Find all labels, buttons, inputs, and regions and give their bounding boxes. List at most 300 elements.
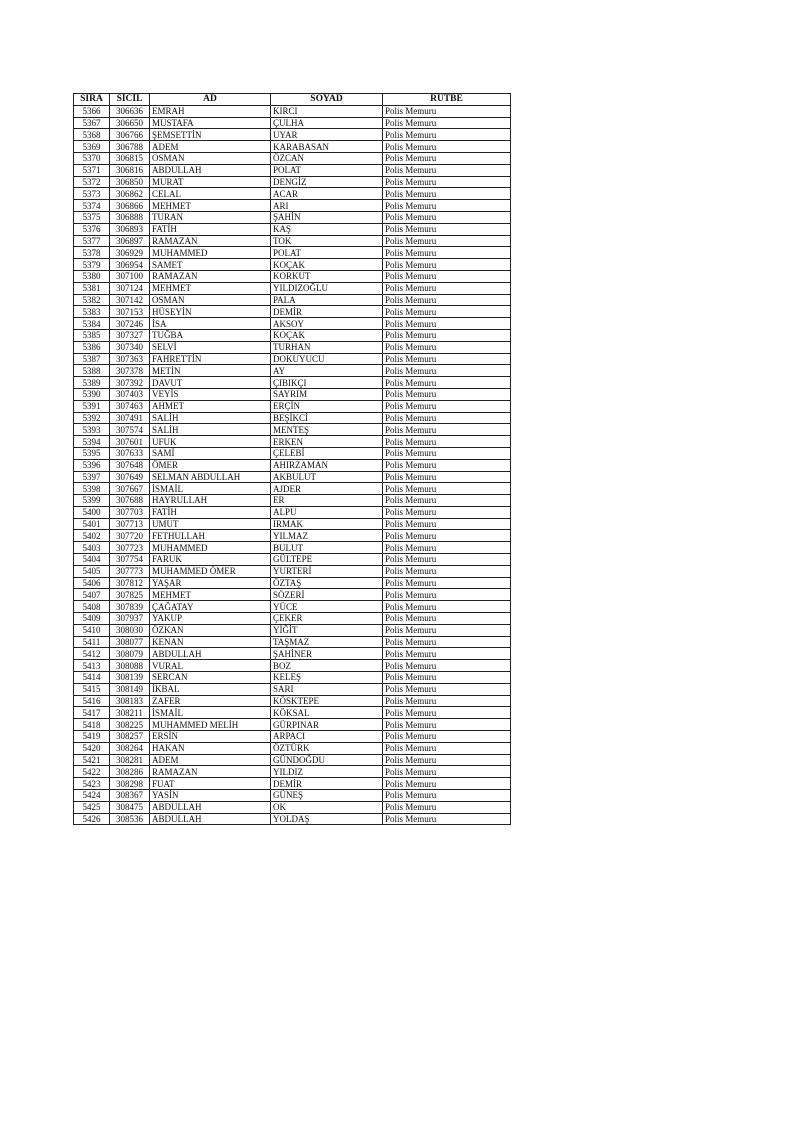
cell-sicil: 306850 [110, 176, 150, 188]
cell-sira: 5375 [74, 211, 110, 223]
cell-sicil: 307124 [110, 282, 150, 294]
header-soyad: SOYAD [271, 94, 383, 106]
personnel-table [73, 93, 511, 825]
cell-sicil: 306636 [110, 105, 150, 117]
cell-soyad: KELEŞ [271, 672, 383, 684]
cell-sicil: 307327 [110, 329, 150, 341]
cell-ad: METİN [150, 365, 271, 377]
cell-sira: 5402 [74, 530, 110, 542]
cell-rutbe: Polis Memuru [383, 152, 511, 164]
cell-sicil: 308367 [110, 790, 150, 802]
cell-ad: HAKAN [150, 742, 271, 754]
cell-rutbe: Polis Memuru [383, 707, 511, 719]
cell-sira: 5411 [74, 636, 110, 648]
cell-sira: 5382 [74, 294, 110, 306]
cell-rutbe: Polis Memuru [383, 518, 511, 530]
cell-soyad: AY [271, 365, 383, 377]
cell-soyad: SARI [271, 683, 383, 695]
cell-soyad: ÇIBIKÇI [271, 377, 383, 389]
cell-soyad: ARPACI [271, 731, 383, 743]
cell-ad: SELMAN ABDULLAH [150, 471, 271, 483]
cell-soyad: ÇULHA [271, 117, 383, 129]
cell-sira: 5383 [74, 306, 110, 318]
table-row [74, 719, 511, 731]
cell-ad: ABDULLAH [150, 813, 271, 825]
cell-rutbe: Polis Memuru [383, 613, 511, 625]
cell-sira: 5422 [74, 766, 110, 778]
table-row [74, 188, 511, 200]
cell-sicil: 307825 [110, 589, 150, 601]
cell-sicil: 306766 [110, 129, 150, 141]
table-row [74, 613, 511, 625]
cell-sira: 5424 [74, 790, 110, 802]
table-row [74, 270, 511, 282]
cell-sicil: 306897 [110, 235, 150, 247]
cell-sira: 5373 [74, 188, 110, 200]
cell-rutbe: Polis Memuru [383, 353, 511, 365]
cell-rutbe: Polis Memuru [383, 436, 511, 448]
cell-ad: YAKUP [150, 613, 271, 625]
table-row [74, 754, 511, 766]
cell-soyad: POLAT [271, 164, 383, 176]
table-row [74, 365, 511, 377]
table-row [74, 790, 511, 802]
cell-soyad: YOLDAŞ [271, 813, 383, 825]
cell-sicil: 308257 [110, 731, 150, 743]
cell-soyad: YILDIZ [271, 766, 383, 778]
cell-soyad: AKBULUT [271, 471, 383, 483]
cell-rutbe: Polis Memuru [383, 223, 511, 235]
table-row [74, 683, 511, 695]
table-row [74, 141, 511, 153]
cell-ad: MURAT [150, 176, 271, 188]
cell-sicil: 307142 [110, 294, 150, 306]
cell-sicil: 307839 [110, 601, 150, 613]
cell-rutbe: Polis Memuru [383, 412, 511, 424]
cell-rutbe: Polis Memuru [383, 801, 511, 813]
cell-ad: YASİN [150, 790, 271, 802]
cell-soyad: ACAR [271, 188, 383, 200]
cell-rutbe: Polis Memuru [383, 731, 511, 743]
cell-soyad: ŞAHİN [271, 211, 383, 223]
cell-sicil: 307633 [110, 447, 150, 459]
table-row [74, 707, 511, 719]
cell-ad: FETHULLAH [150, 530, 271, 542]
cell-sicil: 307723 [110, 542, 150, 554]
cell-sira: 5419 [74, 731, 110, 743]
table-row [74, 235, 511, 247]
table-row [74, 742, 511, 754]
table-row [74, 731, 511, 743]
cell-sira: 5401 [74, 518, 110, 530]
cell-rutbe: Polis Memuru [383, 447, 511, 459]
cell-ad: SELVİ [150, 341, 271, 353]
table-row [74, 601, 511, 613]
cell-ad: ÖMER [150, 459, 271, 471]
cell-soyad: BEŞİKCİ [271, 412, 383, 424]
cell-sicil: 308298 [110, 778, 150, 790]
cell-ad: VEYİS [150, 388, 271, 400]
cell-sira: 5398 [74, 483, 110, 495]
cell-rutbe: Polis Memuru [383, 554, 511, 566]
cell-ad: FAHRETTİN [150, 353, 271, 365]
cell-sira: 5372 [74, 176, 110, 188]
table-row [74, 294, 511, 306]
cell-sicil: 306650 [110, 117, 150, 129]
cell-soyad: TURHAN [271, 341, 383, 353]
table-row [74, 778, 511, 790]
cell-sicil: 307246 [110, 318, 150, 330]
cell-sicil: 308088 [110, 660, 150, 672]
cell-rutbe: Polis Memuru [383, 577, 511, 589]
table-row [74, 554, 511, 566]
table-row [74, 695, 511, 707]
cell-soyad: KAŞ [271, 223, 383, 235]
cell-sicil: 306954 [110, 259, 150, 271]
cell-sicil: 308211 [110, 707, 150, 719]
cell-sira: 5367 [74, 117, 110, 129]
table-row [74, 105, 511, 117]
cell-rutbe: Polis Memuru [383, 754, 511, 766]
cell-sicil: 307773 [110, 565, 150, 577]
cell-sicil: 307491 [110, 412, 150, 424]
cell-sicil: 306862 [110, 188, 150, 200]
cell-soyad: BOZ [271, 660, 383, 672]
cell-sira: 5370 [74, 152, 110, 164]
table-row [74, 282, 511, 294]
cell-soyad: ALPU [271, 506, 383, 518]
cell-sira: 5368 [74, 129, 110, 141]
cell-ad: RAMAZAN [150, 766, 271, 778]
cell-ad: EMRAH [150, 105, 271, 117]
cell-ad: İSA [150, 318, 271, 330]
cell-sira: 5399 [74, 495, 110, 507]
cell-sicil: 306893 [110, 223, 150, 235]
cell-sicil: 306816 [110, 164, 150, 176]
table-row [74, 388, 511, 400]
table-row [74, 247, 511, 259]
cell-ad: OSMAN [150, 152, 271, 164]
cell-sira: 5396 [74, 459, 110, 471]
cell-rutbe: Polis Memuru [383, 530, 511, 542]
table-row [74, 424, 511, 436]
cell-rutbe: Polis Memuru [383, 565, 511, 577]
cell-sicil: 308030 [110, 624, 150, 636]
cell-rutbe: Polis Memuru [383, 294, 511, 306]
cell-rutbe: Polis Memuru [383, 365, 511, 377]
cell-rutbe: Polis Memuru [383, 176, 511, 188]
cell-rutbe: Polis Memuru [383, 778, 511, 790]
cell-sicil: 307403 [110, 388, 150, 400]
cell-sira: 5425 [74, 801, 110, 813]
cell-soyad: ÇELEBİ [271, 447, 383, 459]
cell-ad: TUĞBA [150, 329, 271, 341]
table-row [74, 306, 511, 318]
table-row [74, 152, 511, 164]
table-row [74, 801, 511, 813]
cell-ad: HÜSEYİN [150, 306, 271, 318]
table-row [74, 766, 511, 778]
cell-sicil: 307601 [110, 436, 150, 448]
cell-soyad: ARI [271, 200, 383, 212]
cell-sira: 5393 [74, 424, 110, 436]
cell-rutbe: Polis Memuru [383, 719, 511, 731]
cell-sicil: 307703 [110, 506, 150, 518]
cell-sicil: 307378 [110, 365, 150, 377]
cell-sicil: 306815 [110, 152, 150, 164]
cell-ad: SAMİ [150, 447, 271, 459]
cell-sira: 5381 [74, 282, 110, 294]
table-row [74, 483, 511, 495]
cell-sicil: 308139 [110, 672, 150, 684]
cell-rutbe: Polis Memuru [383, 813, 511, 825]
cell-ad: MEHMET [150, 589, 271, 601]
cell-soyad: GÜRPINAR [271, 719, 383, 731]
table-row [74, 672, 511, 684]
cell-rutbe: Polis Memuru [383, 129, 511, 141]
cell-soyad: DEMİR [271, 306, 383, 318]
cell-soyad: GÜLTEPE [271, 554, 383, 566]
cell-sira: 5409 [74, 613, 110, 625]
cell-sira: 5404 [74, 554, 110, 566]
cell-sira: 5414 [74, 672, 110, 684]
cell-soyad: MENTEŞ [271, 424, 383, 436]
cell-rutbe: Polis Memuru [383, 506, 511, 518]
cell-sira: 5412 [74, 648, 110, 660]
cell-sira: 5374 [74, 200, 110, 212]
cell-rutbe: Polis Memuru [383, 424, 511, 436]
cell-ad: FUAT [150, 778, 271, 790]
cell-soyad: KARABASAN [271, 141, 383, 153]
cell-ad: SERCAN [150, 672, 271, 684]
table-row [74, 436, 511, 448]
cell-sicil: 307363 [110, 353, 150, 365]
cell-sicil: 308536 [110, 813, 150, 825]
table-row [74, 660, 511, 672]
cell-sira: 5378 [74, 247, 110, 259]
cell-sira: 5408 [74, 601, 110, 613]
cell-ad: UFUK [150, 436, 271, 448]
table-row [74, 353, 511, 365]
table-row [74, 648, 511, 660]
table-row [74, 459, 511, 471]
cell-sira: 5426 [74, 813, 110, 825]
table-row [74, 329, 511, 341]
cell-sicil: 307667 [110, 483, 150, 495]
cell-sira: 5417 [74, 707, 110, 719]
table-row [74, 589, 511, 601]
cell-sira: 5395 [74, 447, 110, 459]
cell-rutbe: Polis Memuru [383, 235, 511, 247]
cell-soyad: IRMAK [271, 518, 383, 530]
cell-soyad: YILDIZOĞLU [271, 282, 383, 294]
cell-rutbe: Polis Memuru [383, 636, 511, 648]
cell-rutbe: Polis Memuru [383, 648, 511, 660]
cell-sicil: 308149 [110, 683, 150, 695]
cell-ad: ZAFER [150, 695, 271, 707]
cell-sicil: 307649 [110, 471, 150, 483]
cell-rutbe: Polis Memuru [383, 282, 511, 294]
cell-ad: CELAL [150, 188, 271, 200]
cell-sira: 5418 [74, 719, 110, 731]
cell-sira: 5377 [74, 235, 110, 247]
cell-soyad: KOÇAK [271, 259, 383, 271]
cell-soyad: ERÇİN [271, 400, 383, 412]
cell-rutbe: Polis Memuru [383, 542, 511, 554]
cell-rutbe: Polis Memuru [383, 495, 511, 507]
table-row [74, 506, 511, 518]
cell-sira: 5421 [74, 754, 110, 766]
cell-sicil: 306866 [110, 200, 150, 212]
cell-soyad: ÇEKER [271, 613, 383, 625]
cell-rutbe: Polis Memuru [383, 117, 511, 129]
cell-ad: KENAN [150, 636, 271, 648]
table-row [74, 259, 511, 271]
cell-sira: 5376 [74, 223, 110, 235]
cell-soyad: KOÇAK [271, 329, 383, 341]
cell-soyad: KORKUT [271, 270, 383, 282]
cell-sira: 5410 [74, 624, 110, 636]
cell-sira: 5423 [74, 778, 110, 790]
cell-ad: MUHAMMED [150, 542, 271, 554]
cell-sicil: 306888 [110, 211, 150, 223]
cell-sira: 5388 [74, 365, 110, 377]
cell-rutbe: Polis Memuru [383, 200, 511, 212]
cell-ad: ŞEMSETTİN [150, 129, 271, 141]
cell-ad: İKBAL [150, 683, 271, 695]
table-body [74, 105, 511, 825]
cell-soyad: YURTERİ [271, 565, 383, 577]
cell-sira: 5390 [74, 388, 110, 400]
table-header-row [74, 94, 511, 106]
cell-ad: SALİH [150, 412, 271, 424]
cell-ad: ÖZKAN [150, 624, 271, 636]
cell-ad: YAŞAR [150, 577, 271, 589]
cell-ad: MUSTAFA [150, 117, 271, 129]
cell-sicil: 308183 [110, 695, 150, 707]
cell-soyad: TAŞMAZ [271, 636, 383, 648]
cell-soyad: ER [271, 495, 383, 507]
table-row [74, 624, 511, 636]
cell-soyad: KÖSKTEPE [271, 695, 383, 707]
cell-soyad: AHIRZAMAN [271, 459, 383, 471]
cell-sira: 5415 [74, 683, 110, 695]
cell-sira: 5407 [74, 589, 110, 601]
cell-ad: OSMAN [150, 294, 271, 306]
cell-soyad: UYAR [271, 129, 383, 141]
cell-rutbe: Polis Memuru [383, 601, 511, 613]
table-row [74, 495, 511, 507]
cell-rutbe: Polis Memuru [383, 471, 511, 483]
cell-sicil: 307648 [110, 459, 150, 471]
cell-ad: FATİH [150, 506, 271, 518]
cell-soyad: DOKUYUCU [271, 353, 383, 365]
cell-rutbe: Polis Memuru [383, 683, 511, 695]
table-row [74, 117, 511, 129]
cell-rutbe: Polis Memuru [383, 259, 511, 271]
cell-rutbe: Polis Memuru [383, 459, 511, 471]
cell-sicil: 308225 [110, 719, 150, 731]
cell-ad: SALİH [150, 424, 271, 436]
cell-ad: FARUK [150, 554, 271, 566]
cell-sira: 5397 [74, 471, 110, 483]
cell-rutbe: Polis Memuru [383, 141, 511, 153]
cell-sira: 5380 [74, 270, 110, 282]
cell-sicil: 307153 [110, 306, 150, 318]
cell-soyad: ÖZTÜRK [271, 742, 383, 754]
cell-ad: AHMET [150, 400, 271, 412]
cell-sicil: 306788 [110, 141, 150, 153]
cell-ad: İSMAİL [150, 483, 271, 495]
cell-sira: 5392 [74, 412, 110, 424]
cell-soyad: GÜNDOĞDU [271, 754, 383, 766]
cell-sicil: 307100 [110, 270, 150, 282]
cell-ad: ÇAĞATAY [150, 601, 271, 613]
cell-soyad: ÖZCAN [271, 152, 383, 164]
cell-sira: 5394 [74, 436, 110, 448]
cell-rutbe: Polis Memuru [383, 329, 511, 341]
cell-ad: ADEM [150, 141, 271, 153]
cell-ad: RAMAZAN [150, 270, 271, 282]
cell-sira: 5389 [74, 377, 110, 389]
cell-ad: TURAN [150, 211, 271, 223]
cell-sira: 5386 [74, 341, 110, 353]
cell-sicil: 307937 [110, 613, 150, 625]
cell-soyad: POLAT [271, 247, 383, 259]
cell-soyad: DENGİZ [271, 176, 383, 188]
cell-ad: İSMAİL [150, 707, 271, 719]
table-row [74, 200, 511, 212]
cell-rutbe: Polis Memuru [383, 105, 511, 117]
table-row [74, 318, 511, 330]
cell-ad: SAMET [150, 259, 271, 271]
cell-soyad: TOK [271, 235, 383, 247]
table-row [74, 636, 511, 648]
cell-ad: MEHMET [150, 282, 271, 294]
cell-rutbe: Polis Memuru [383, 695, 511, 707]
cell-rutbe: Polis Memuru [383, 188, 511, 200]
cell-sicil: 307812 [110, 577, 150, 589]
cell-rutbe: Polis Memuru [383, 306, 511, 318]
cell-ad: DAVUT [150, 377, 271, 389]
cell-soyad: ŞAHİNER [271, 648, 383, 660]
cell-soyad: BULUT [271, 542, 383, 554]
cell-sicil: 308281 [110, 754, 150, 766]
cell-soyad: ERKEN [271, 436, 383, 448]
table-row [74, 164, 511, 176]
table-row [74, 530, 511, 542]
table-row [74, 577, 511, 589]
cell-rutbe: Polis Memuru [383, 790, 511, 802]
cell-sira: 5406 [74, 577, 110, 589]
cell-sira: 5400 [74, 506, 110, 518]
cell-soyad: ÖZTAŞ [271, 577, 383, 589]
cell-ad: VURAL [150, 660, 271, 672]
cell-soyad: YÜCE [271, 601, 383, 613]
cell-sira: 5403 [74, 542, 110, 554]
cell-rutbe: Polis Memuru [383, 341, 511, 353]
cell-rutbe: Polis Memuru [383, 742, 511, 754]
cell-ad: RAMAZAN [150, 235, 271, 247]
table-row [74, 400, 511, 412]
cell-rutbe: Polis Memuru [383, 400, 511, 412]
table-row [74, 341, 511, 353]
table-row [74, 565, 511, 577]
cell-sira: 5379 [74, 259, 110, 271]
table-row [74, 518, 511, 530]
cell-sira: 5385 [74, 329, 110, 341]
cell-soyad: KIRCI [271, 105, 383, 117]
